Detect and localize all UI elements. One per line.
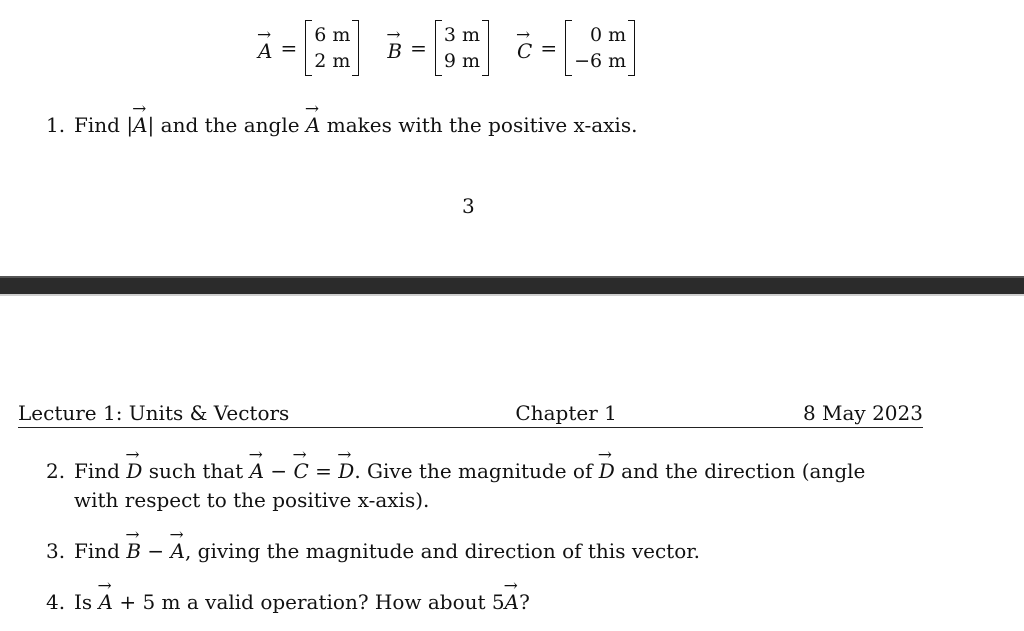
running-header (18, 400, 923, 428)
vector-definitions (258, 20, 663, 76)
vector-a-symbol: → A (248, 445, 265, 483)
vector-a-symbol: → A (132, 99, 148, 137)
equals-sign: = (410, 36, 427, 60)
matrix-cell: 0 m (590, 24, 627, 46)
problem-4: 4. Is → A + 5 m a valid operation? How about 5 → A? (46, 586, 530, 617)
matrix-cell: −6 m (574, 50, 627, 72)
matrix-cell: 3 m (443, 24, 480, 46)
page-number: 3 (462, 194, 475, 218)
problem-2: 2. Find → D such that → A − → C = → D. Give the magnitude of → D and the direction (angle with respect to the positive x-axis). (46, 455, 926, 515)
left-bracket (565, 20, 572, 76)
header-chapter: Chapter 1 (515, 401, 617, 425)
vector-arrow: → (125, 525, 140, 545)
vector-arrow: → (97, 576, 112, 596)
problem-number: 4. (46, 590, 66, 614)
problem-1: 1. Find | → A| and the angle → A makes with the positive x-axis. (46, 109, 637, 140)
page-bottom (0, 296, 1024, 631)
vector-c-symbol: → C (516, 25, 533, 63)
vector-d-symbol: → D (597, 445, 615, 483)
matrix-cell: 9 m (443, 50, 480, 72)
header-date: 8 May 2023 (802, 401, 923, 425)
problem-2-line-2: with respect to the positive x-axis). (74, 488, 430, 512)
vector-arrow: → (248, 445, 263, 465)
problem-3: 3. Find → B − → A, giving the magnitude and direction of this vector. (46, 535, 700, 566)
vector-b-symbol: → B (386, 25, 403, 63)
vector-a-symbol: → A (169, 525, 185, 563)
vector-c-matrix (565, 20, 635, 76)
vector-arrow: → (304, 99, 320, 119)
vector-c-symbol: → C (292, 445, 309, 483)
vector-a-symbol: → A (97, 576, 113, 614)
problem-number: 2. (46, 459, 66, 483)
vector-arrow: → (386, 25, 401, 45)
equals-sign: = (280, 36, 298, 60)
left-bracket (435, 20, 442, 76)
vector-c-definition (517, 20, 635, 76)
vector-arrow: → (257, 25, 272, 45)
vector-arrow: → (516, 25, 531, 45)
right-bracket (352, 20, 359, 76)
matrix-cell: 2 m (314, 50, 351, 72)
vector-b-symbol: → B (125, 525, 142, 563)
right-bracket (628, 20, 635, 76)
page-separator (0, 276, 1024, 296)
vector-arrow: → (169, 525, 184, 545)
header-lecture-title: Lecture 1: Units & Vectors (18, 401, 290, 425)
vector-d-symbol: → D (125, 445, 143, 483)
vector-arrow: → (292, 445, 307, 465)
vector-b-definition (387, 20, 489, 76)
page-top (0, 0, 1024, 276)
matrix-cell: 6 m (314, 24, 351, 46)
right-bracket (482, 20, 489, 76)
left-bracket (305, 20, 312, 76)
problem-number: 1. (46, 113, 66, 137)
vector-b-matrix (435, 20, 489, 76)
vector-arrow: → (337, 445, 352, 465)
vector-a-definition (258, 20, 359, 76)
vector-arrow: → (132, 99, 147, 119)
vector-a-symbol: → A (304, 99, 321, 137)
vector-arrow: → (597, 445, 612, 465)
vector-a-symbol: → A (257, 25, 273, 63)
vector-arrow: → (503, 576, 518, 596)
equals-sign: = (540, 36, 558, 60)
vector-a-matrix (305, 20, 359, 76)
vector-arrow: → (125, 445, 140, 465)
vector-a-symbol: → A (503, 576, 520, 614)
vector-d-symbol: → D (337, 445, 355, 483)
problem-number: 3. (46, 539, 66, 563)
